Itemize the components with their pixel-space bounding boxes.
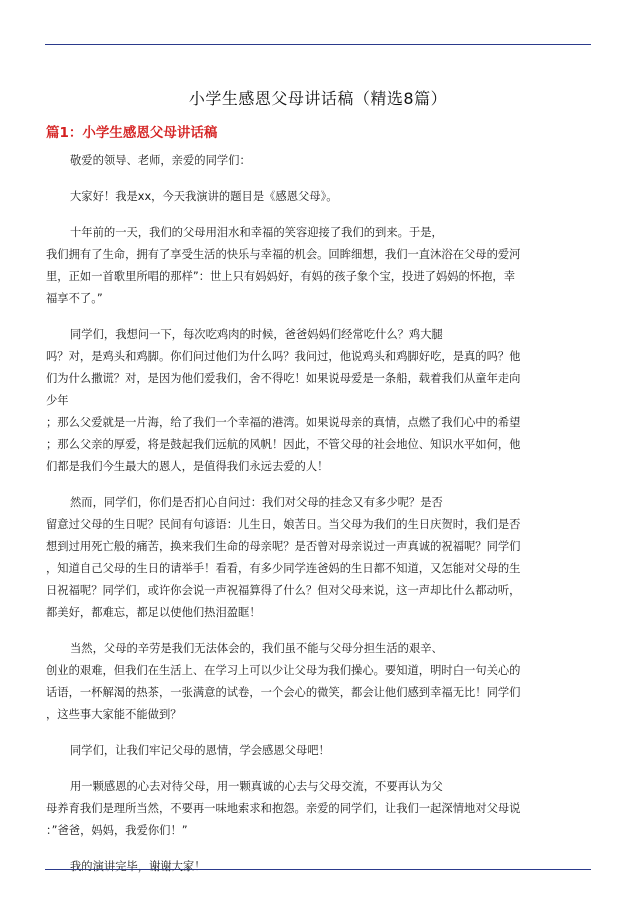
section-heading: 篇1：小学生感恩父母讲话稿 bbox=[46, 125, 218, 141]
paragraph-line: 都美好，都难忘，都足以使他们热泪盈眶！ bbox=[46, 606, 261, 619]
paragraph-line: 同学们，我想问一下，每次吃鸡肉的时候，爸爸妈妈们经常吃什么？鸡大腿 bbox=[70, 328, 443, 341]
paragraph bbox=[46, 492, 592, 624]
header-rule bbox=[45, 44, 591, 45]
paragraph bbox=[46, 222, 592, 310]
paragraph-line: 用一颗感恩的心去对待父母，用一颗真诚的心去与父母交流，不要再认为父 bbox=[70, 780, 443, 793]
paragraph-line: 我的演讲完毕，谢谢大家！ bbox=[70, 860, 206, 873]
paragraph-line: ，知道自己父母的生日的请举手！看看，有多少同学连爸妈的生日都不知道，又怎能对父母的生 bbox=[46, 562, 521, 575]
paragraph-line: 然而，同学们，你们是否扪心自问过：我们对父母的挂念又有多少呢？是否 bbox=[70, 496, 443, 509]
paragraph-line: 们为什么撒谎？对，是因为他们爱我们，舍不得吃！如果说母爱是一条船，载着我们从童年走向 bbox=[46, 372, 521, 385]
paragraph-line: 十年前的一天，我们的父母用泪水和幸福的笑容迎接了我们的到来。于是， bbox=[70, 226, 443, 239]
paragraph bbox=[46, 638, 592, 726]
paragraph-line: 当然，父母的辛劳是我们无法体会的，我们虽不能与父母分担生活的艰辛、 bbox=[70, 642, 443, 655]
paragraph bbox=[46, 186, 592, 208]
paragraph-line: 留意过父母的生日呢？民间有句谚语：儿生日，娘苦日。当父母为我们的生日庆贺时，我们是否 bbox=[46, 518, 521, 531]
paragraph-line: 敬爱的领导、老师，亲爱的同学们： bbox=[70, 154, 251, 167]
paragraph bbox=[46, 150, 592, 172]
paragraph-line: 创业的艰难，但我们在生活上、在学习上可以少让父母为我们操心。要知道，明时白一句关心的 bbox=[46, 664, 521, 677]
paragraph-line: 母养育我们是理所当然，不要再一味地索求和抱怨。亲爱的同学们，让我们一起深情地对父母说 bbox=[46, 802, 521, 815]
paragraph-line: 日祝福呢？同学们，或许你会说一声祝福算得了什么？但对父母来说，这一声却比什么都动听， bbox=[46, 584, 521, 597]
paragraph-line: 福享不了。” bbox=[46, 292, 103, 305]
paragraph bbox=[46, 776, 592, 842]
paragraph-line: ；那么父爱就是一片海，给了我们一个幸福的港湾。如果说母亲的真情，点燃了我们心中的希望 bbox=[46, 416, 521, 429]
document-title: 小学生感恩父母讲话稿（精选8篇） bbox=[188, 89, 448, 108]
document-body bbox=[46, 150, 592, 892]
paragraph-line: 吗？对，是鸡头和鸡脚。你们问过他们为什么吗？我问过，他说鸡头和鸡脚好吃，是真的吗？他 bbox=[46, 350, 521, 363]
paragraph-line: 同学们，让我们牢记父母的恩情，学会感恩父母吧！ bbox=[70, 744, 330, 757]
paragraph-line: 少年 bbox=[46, 394, 69, 407]
footer-rule bbox=[45, 869, 591, 870]
paragraph-line: ，这些事大家能不能做到？ bbox=[46, 708, 182, 721]
paragraph bbox=[46, 856, 592, 878]
paragraph-line: 们都是我们今生最大的恩人，是值得我们永远去爱的人！ bbox=[46, 460, 329, 473]
paragraph-line: 话语，一杯解渴的热茶，一张满意的试卷，一个会心的微笑，都会让他们感到幸福无比！同学们 bbox=[46, 686, 521, 699]
paragraph-line: 里，正如一首歌里所唱的那样”：世上只有妈妈好，有妈的孩子象个宝，投进了妈妈的怀抱，幸 bbox=[46, 270, 516, 283]
paragraph-line: ；那么父亲的厚爱，将是鼓起我们远航的风帆！因此，不管父母的社会地位、知识水平如何，他 bbox=[46, 438, 521, 451]
paragraph-line: 我们拥有了生命，拥有了享受生活的快乐与幸福的机会。回眸细想，我们一直沐浴在父母的爱河 bbox=[46, 248, 521, 261]
paragraph-line: 想到过用死亡般的痛苦，换来我们生命的母亲呢？是否曾对母亲说过一声真诚的祝福呢？同学们 bbox=[46, 540, 521, 553]
paragraph-line: ：”爸爸，妈妈，我爱你们！” bbox=[46, 824, 188, 837]
paragraph bbox=[46, 740, 592, 762]
paragraph bbox=[46, 324, 592, 478]
paragraph-line: 大家好！我是xx，今天我演讲的题目是《感恩父母》。 bbox=[70, 190, 338, 203]
